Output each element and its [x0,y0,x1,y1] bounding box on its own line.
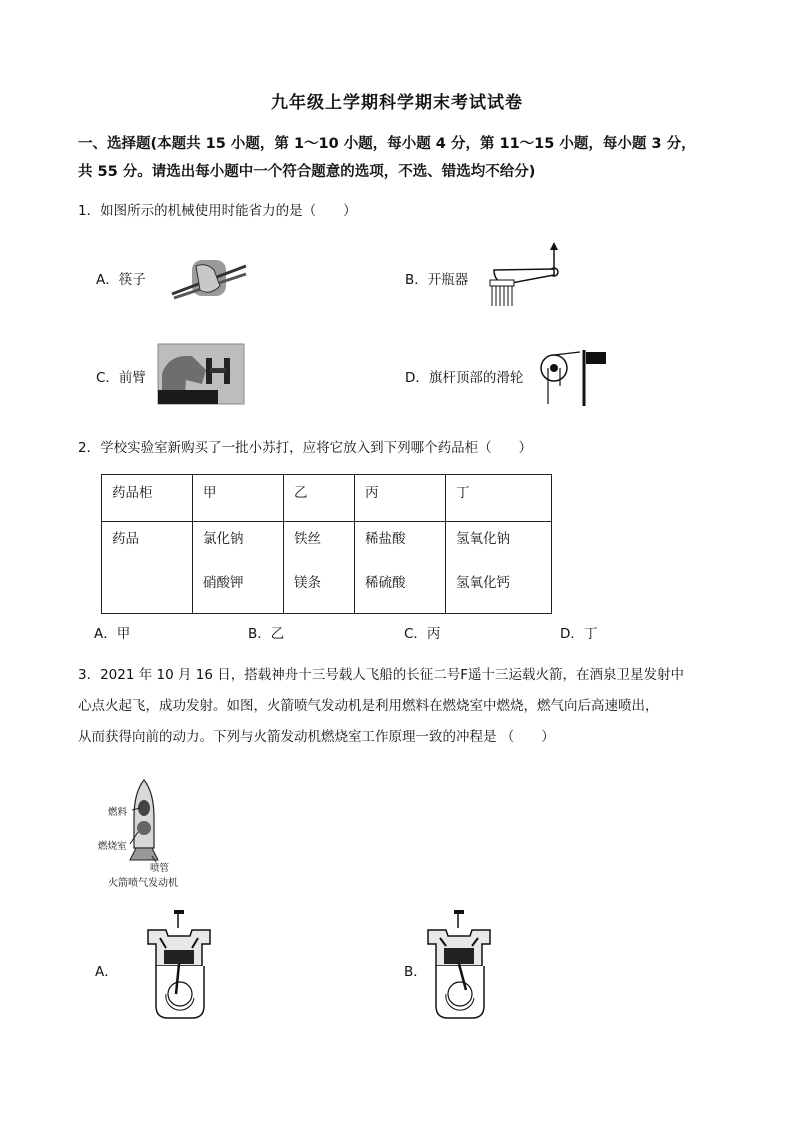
question-3-line-3: 从而获得向前的动力。下列与火箭发动机燃烧室工作原理一致的冲程是 （ ） [78,729,555,745]
engine-stroke-b-picture [426,910,494,1022]
table-header-cell: 丙 [355,475,446,522]
section-heading-line-1: 一、选择题(本题共 15 小题，第 1～10 小题，每小题 4 分，第 11～15 小题，每小题 3 分， [78,136,696,152]
q1-option-b[interactable]: B．开瓶器 [405,272,469,288]
engine-stroke-a-picture [146,910,214,1022]
q2-option-b[interactable]: B．乙 [248,626,285,642]
q3-option-b[interactable]: B． [404,964,427,980]
rocket-label-nozzle: 喷管 [150,863,170,874]
table-header-cell: 丁 [446,475,552,522]
section-heading [78,130,728,186]
table-cell: 铁丝 镁条 [284,522,355,614]
chopsticks-picture [170,254,250,302]
forearm-picture [158,344,244,404]
q1-option-a[interactable]: A．筷子 [96,272,146,288]
q2-option-a[interactable]: A．甲 [94,626,131,642]
question-3-line-1: 3．2021 年 10 月 16 日，搭载神舟十三号载人飞船的长征二号F遥十三运载火箭，在酒泉卫星发射中 [78,667,685,683]
rocket-figure-caption: 火箭喷气发动机 [108,878,178,889]
bottle-opener-picture [484,242,574,308]
rocket-label-chamber: 燃烧室 [98,841,127,852]
q2-option-d[interactable]: D．丁 [560,626,598,642]
question-1-stem: 1．如图所示的机械使用时能省力的是（ ） [78,203,357,219]
page-title: 九年级上学期科学期末考试试卷 [271,93,523,113]
section-heading-line-2: 共 55 分。请选出每小题中一个符合题意的选项，不选、错选均不给分) [78,164,536,180]
question-3-line-2: 心点火起飞，成功发射。如图，火箭喷气发动机是利用燃料在燃烧室中燃烧，燃气向后高速喷出， [78,698,659,714]
table-cell: 稀盐酸 稀硫酸 [355,522,446,614]
q1-option-d[interactable]: D．旗杆顶部的滑轮 [405,370,524,386]
rocket-label-fuel: 燃料 [108,807,128,818]
q1-option-c[interactable]: C．前臂 [96,370,146,386]
table-header-cell: 乙 [284,475,355,522]
drug-cabinet-table [101,474,552,614]
question-3-stem [78,660,728,753]
table-row-label: 药品 [102,522,193,614]
question-2-stem: 2．学校实验室新购买了一批小苏打，应将它放入到下列哪个药品柜（ ） [78,440,533,456]
table-row [102,522,552,614]
table-header-cell: 甲 [193,475,284,522]
table-cell: 氯化钠 硝酸钾 [193,522,284,614]
table-header-cell: 药品柜 [102,475,193,522]
q2-option-c[interactable]: C．丙 [404,626,441,642]
table-header-row [102,475,552,522]
flagpole-pulley-picture [540,346,610,406]
q3-option-a[interactable]: A． [95,964,118,980]
table-cell: 氢氧化钠 氢氧化钙 [446,522,552,614]
